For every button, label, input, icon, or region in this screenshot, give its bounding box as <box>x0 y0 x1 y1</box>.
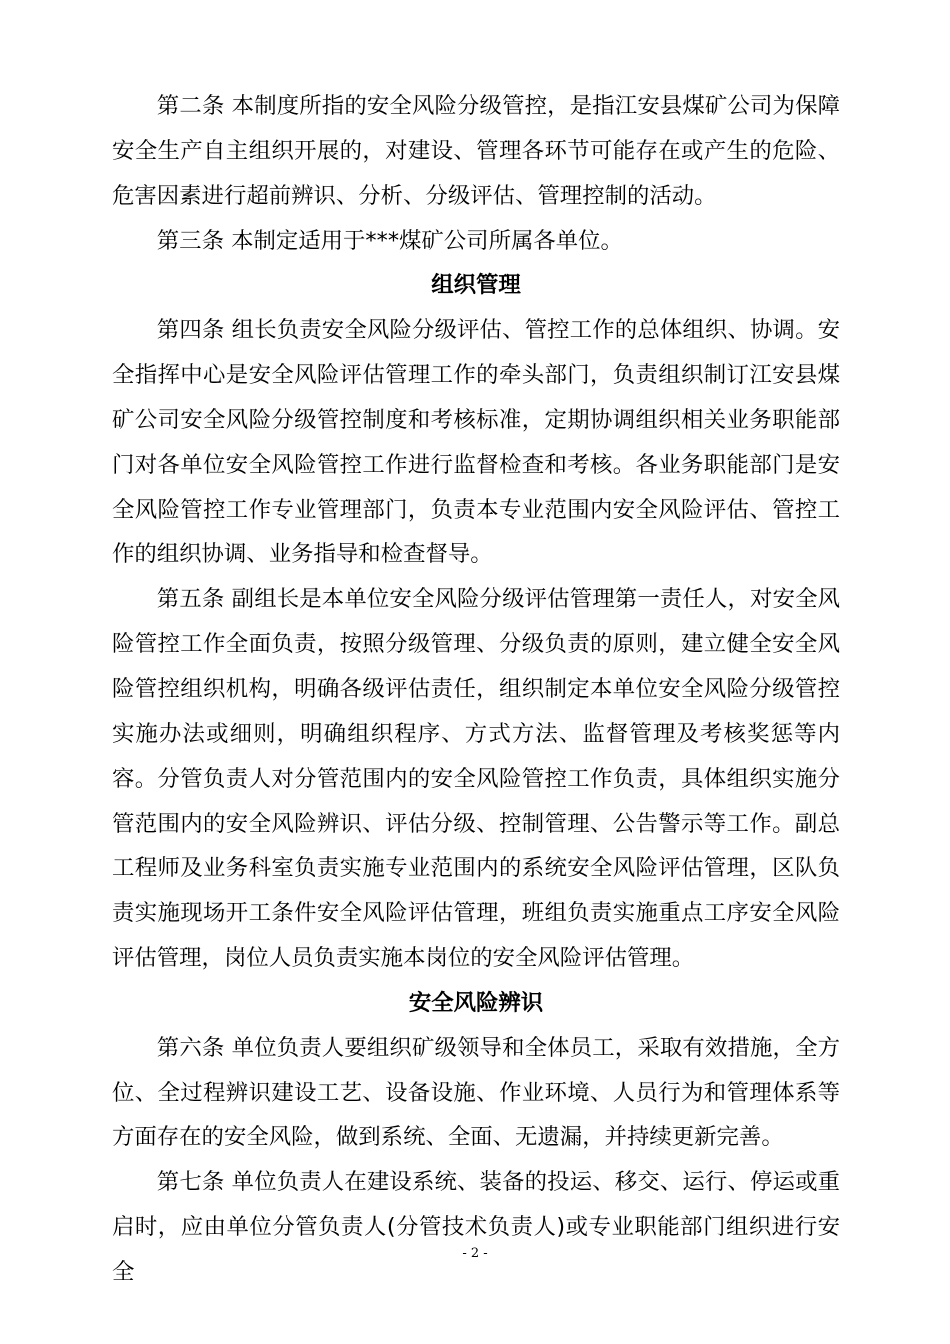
article-4-paragraph: 第四条 组长负责安全风险分级评估、管控工作的总体组织、协调。安全指挥中心是安全风险评估管理工作的牵头部门，负责组织制订江安县煤矿公司安全风险分级管控制度和考核标准，定期协调组织相关业务职能部门对各单位安全风险管控工作进行监督检查和考核。各业务职能部门是安全风险管控工作专业管理部门，负责本专业范围内安全风险评估、管控工作的组织协调、业务指导和检查督导。 <box>112 317 840 568</box>
page-number: - 2 - <box>462 1246 488 1261</box>
article-6-paragraph: 第六条 单位负责人要组织矿级领导和全体员工，采取有效措施，全方位、全过程辨识建设工艺、设备设施、作业环境、人员行为和管理体系等方面存在的安全风险，做到系统、全面、无遗漏，并持续更新完善。 <box>112 1034 840 1151</box>
section-heading-organization: 组织管理 <box>431 272 521 299</box>
article-5-paragraph: 第五条 副组长是本单位安全风险分级评估管理第一责任人，对安全风险管控工作全面负责，按照分级管理、分级负责的原则，建立健全安全风险管控组织机构，明确各级评估责任，组织制定本单位安全风险分级管控实施办法或细则，明确组织程序、方式方法、监督管理及考核奖惩等内容。分管负责人对分管范围内的安全风险管控工作负责，具体组织实施分管范围内的安全风险辨识、评估分级、控制管理、公告警示等工作。副总工程师及业务科室负责实施专业范围内的系统安全风险评估管理，区队负责实施现场开工条件安全风险评估管理，班组负责实施重点工序安全风险评估管理，岗位人员负责实施本岗位的安全风险评估管理。 <box>112 586 840 972</box>
section-heading-risk-identification: 安全风险辨识 <box>408 989 544 1016</box>
article-2-paragraph: 第二条 本制度所指的安全风险分级管控，是指江安县煤矿公司为保障安全生产自主组织开展的，对建设、管理各环节可能存在或产生的危险、危害因素进行超前辨识、分析、分级评估、管理控制的活动。 <box>112 93 840 209</box>
article-7-paragraph: 第七条 单位负责人在建设系统、装备的投运、移交、运行、停运或重启时，应由单位分管负责人(分管技术负责人)或专业职能部门组织进行安全 <box>112 1169 840 1285</box>
document-body <box>112 84 840 1295</box>
article-3-paragraph: 第三条 本制定适用于***煤矿公司所属各单位。 <box>156 227 623 254</box>
